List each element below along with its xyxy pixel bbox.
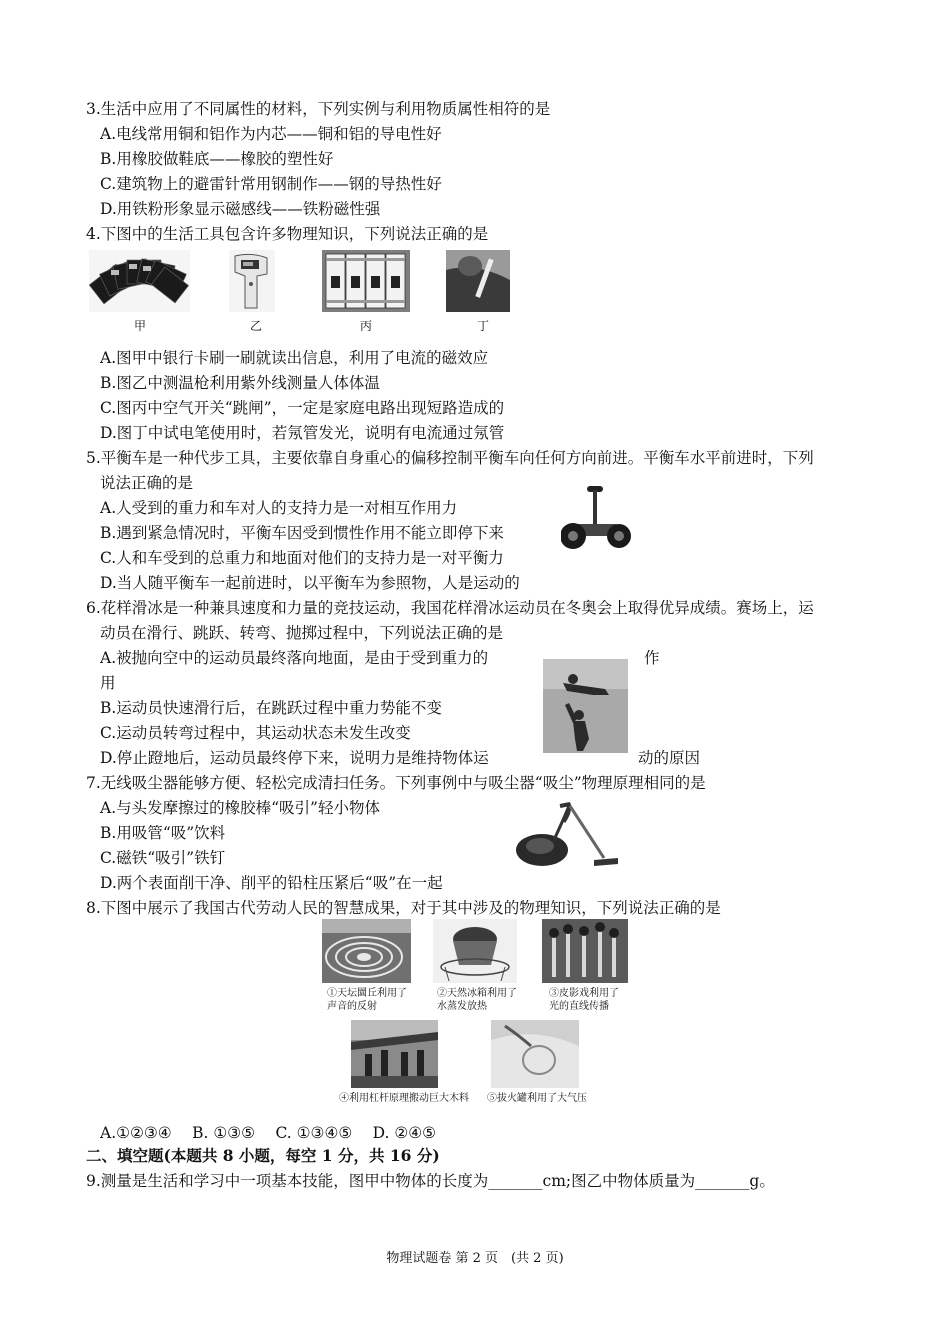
balance-scooter-photo <box>561 482 631 554</box>
q3-option-c: C.建筑物上的避雷针常用钢制作——钢的导热性好 <box>100 175 442 193</box>
q4-option-d: D.图丁中试电笔使用时，若氖管发光，说明有电流通过氖管 <box>100 424 505 442</box>
q8-stem: 8.下图中展示了我国古代劳动人民的智慧成果，对于其中涉及的物理知识，下列说法正确的是 <box>86 899 721 917</box>
q6-stem-line1: 6.花样滑冰是一种兼具速度和力量的竞技运动，我国花样滑冰运动员在冬奥会上取得优异成绩。赛场上，运 <box>86 599 814 617</box>
caption-2-line1: ②天然冰箱利用了 <box>437 988 517 999</box>
q4-option-b: B.图乙中测温枪利用紫外线测量人体体温 <box>100 374 380 392</box>
vacuum-cleaner-photo <box>514 800 621 870</box>
q6-option-d: D.停止蹬地后，运动员最终停下来，说明力是维持物体运 <box>100 749 489 767</box>
air-switch-photo <box>322 250 410 312</box>
q6-option-d-cont: 动的原因 <box>638 749 701 767</box>
q9-stem: 9.测量是生活和学习中一项基本技能，图甲中物体的长度为_______cm;图乙中物体质量为_______g。 <box>86 1172 775 1190</box>
shadow-puppet-photo <box>542 919 628 983</box>
q6-option-a-cont: 作 <box>644 649 660 667</box>
q3-option-b: B.用橡胶做鞋底——橡胶的塑性好 <box>100 150 334 168</box>
q3-option-a: A.电线常用铜和铝作为内芯——铜和铝的导电性好 <box>100 125 442 143</box>
q5-option-b: B.遇到紧急情况时，平衡车因受到惯性作用不能立即停下来 <box>100 524 504 542</box>
q6-option-b: B.运动员快速滑行后，在跳跃过程中重力势能不变 <box>100 699 442 717</box>
q6-option-c: C.运动员转弯过程中，其运动状态未发生改变 <box>100 724 411 742</box>
q7-option-c: C.磁铁“吸引”铁钉 <box>100 849 226 867</box>
q8-options: A.①②③④ B. ①③⑤ C. ①③④⑤ D. ②④⑤ <box>100 1124 437 1142</box>
section-2-heading: 二、填空题(本题共 8 小题，每空 1 分，共 16 分) <box>86 1146 440 1165</box>
q6-stem-line2: 动员在滑行、跳跃、转弯、抛掷过程中，下列说法正确的是 <box>100 624 504 642</box>
test-pen-photo <box>446 250 510 312</box>
ice-box-photo <box>433 919 517 983</box>
q5-option-d: D.当人随平衡车一起前进时，以平衡车为参照物，人是运动的 <box>100 574 520 592</box>
q7-option-a: A.与头发摩擦过的橡胶棒“吸引”轻小物体 <box>100 799 380 817</box>
q4-option-c: C.图丙中空气开关“跳闸”，一定是家庭电路出现短路造成的 <box>100 399 505 417</box>
q3-option-d: D.用铁粉形象显示磁感线——铁粉磁性强 <box>100 200 381 218</box>
q4-option-a: A.图甲中银行卡刷一刷就读出信息，利用了电流的磁效应 <box>100 349 489 367</box>
q3-stem: 3.生活中应用了不同属性的材料，下列实例与利用物质属性相符的是 <box>86 100 551 118</box>
q5-stem-line2: 说法正确的是 <box>100 474 194 492</box>
label-ding: 丁 <box>476 319 489 333</box>
label-yi: 乙 <box>249 319 262 333</box>
label-bing: 丙 <box>359 319 372 333</box>
thermometer-gun-photo <box>229 250 275 312</box>
q4-stem: 4.下图中的生活工具包含许多物理知识，下列说法正确的是 <box>86 225 489 243</box>
caption-4: ④利用杠杆原理搬动巨大木料 <box>339 1093 469 1104</box>
tiantan-photo <box>322 919 411 983</box>
caption-1-line1: ①天坛圜丘利用了 <box>327 988 407 999</box>
q7-stem: 7.无线吸尘器能够方便、轻松完成清扫任务。下列事例中与吸尘器“吸尘”物理原理相同的是 <box>86 774 706 792</box>
q5-option-a: A.人受到的重力和车对人的支持力是一对相互作用力 <box>100 499 458 517</box>
q6-option-a-end: 用 <box>100 674 116 692</box>
q5-stem-line1: 5.平衡车是一种代步工具，主要依靠自身重心的偏移控制平衡车向任何方向前进。平衡车水平前进时，下列 <box>86 449 814 467</box>
caption-5: ⑤拔火罐利用了大气压 <box>487 1093 587 1104</box>
q6-option-a: A.被抛向空中的运动员最终落向地面，是由于受到重力的 <box>100 649 489 667</box>
q5-option-c: C.人和车受到的总重力和地面对他们的支持力是一对平衡力 <box>100 549 504 567</box>
lever-photo <box>351 1020 438 1088</box>
bank-cards-photo <box>89 250 190 312</box>
page-footer: 物理试题卷 第 2 页 (共 2 页) <box>386 1251 564 1266</box>
caption-3-line2: 光的直线传播 <box>549 1001 609 1012</box>
q7-option-b: B.用吸管“吸”饮料 <box>100 824 226 842</box>
q7-option-d: D.两个表面削干净、削平的铅柱压紧后“吸”在一起 <box>100 874 443 892</box>
caption-2-line2: 水蒸发放热 <box>437 1001 487 1012</box>
label-jia: 甲 <box>133 319 146 333</box>
caption-3-line1: ③皮影戏利用了 <box>549 988 619 999</box>
caption-1-line2: 声音的反射 <box>327 1001 377 1012</box>
cupping-photo <box>491 1020 579 1088</box>
figure-skating-photo <box>543 659 628 753</box>
